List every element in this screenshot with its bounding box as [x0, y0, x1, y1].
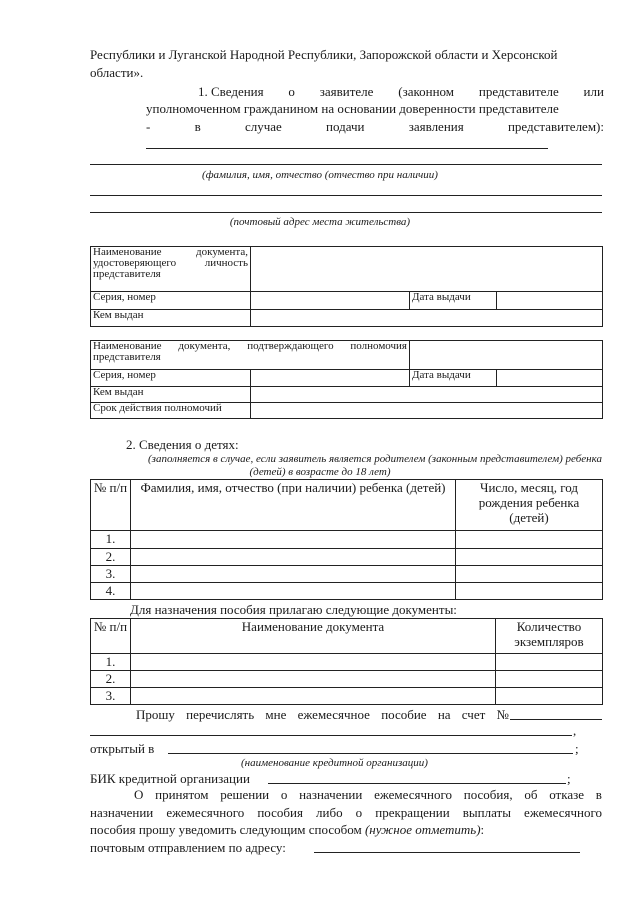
table-row [91, 566, 603, 583]
section1-line-2: уполномоченном гражданином на основании доверенности представителе [146, 101, 559, 116]
table-row [91, 654, 603, 671]
child-name-field[interactable] [131, 531, 456, 549]
bank-caption: (наименование кредитной организации) [241, 757, 428, 769]
auth-series-field[interactable] [251, 370, 410, 387]
rep-issued-by-field[interactable] [251, 310, 603, 327]
authority-document-table [90, 340, 603, 419]
docs-intro: Для назначения пособия прилагаю следующие документы: [130, 602, 457, 617]
docs-col-num: № п/п [91, 619, 131, 654]
table-row [91, 549, 603, 566]
opened-in-semicolon: ; [575, 741, 579, 756]
auth-issue-date-field[interactable] [497, 370, 603, 387]
section1-line-1: 1. Сведения о заявителе (законном представителе или [198, 84, 604, 99]
docs-col-name: Наименование документа [131, 619, 496, 654]
doc-count-field[interactable] [496, 688, 603, 705]
children-col-num: № п/п [91, 480, 131, 531]
row-number: 1. [91, 531, 131, 549]
child-birth-field[interactable] [456, 566, 603, 583]
section2-note-line-1: (заполняется в случае, если заявитель является родителем (законным представителем) ребенка [147, 453, 602, 465]
rep-series-label: Серия, номер [91, 292, 251, 310]
account-comma: , [573, 723, 577, 738]
rep-issued-by-label: Кем выдан [91, 310, 251, 327]
doc-name-field[interactable] [131, 688, 496, 705]
fio-fill-line-2[interactable] [90, 164, 602, 165]
fio-caption: (фамилия, имя, отчество (отчество при наличии) [202, 169, 438, 181]
rep-issue-date-label: Дата выдачи [410, 292, 497, 310]
doc-name-field[interactable] [131, 654, 496, 671]
table-row [91, 531, 603, 549]
children-table [90, 479, 603, 600]
address-fill-line-1[interactable] [90, 195, 602, 196]
doc-count-field[interactable] [496, 671, 603, 688]
auth-issue-date-label: Дата выдачи [410, 370, 497, 387]
payment-line-1: Прошу перечислять мне ежемесячное пособие на счет № [136, 707, 509, 722]
table-row [91, 688, 603, 705]
section1-line-3: - в случае подачи заявления представителем): [146, 119, 604, 134]
address-caption: (почтовый адрес места жительства) [229, 216, 411, 228]
table-row [91, 671, 603, 688]
row-number: 3. [91, 688, 131, 705]
child-birth-field[interactable] [456, 549, 603, 566]
bank-name-field[interactable] [168, 753, 573, 754]
child-name-field[interactable] [131, 583, 456, 600]
auth-validity-label: Срок действия полномочий [91, 403, 251, 419]
address-fill-line-2[interactable] [90, 212, 602, 213]
auth-doc-name-field[interactable] [410, 341, 603, 370]
doc-name-field[interactable] [131, 671, 496, 688]
account-number-field-2[interactable] [90, 735, 572, 736]
table-row [91, 583, 603, 600]
fio-fill-line-1[interactable] [146, 148, 548, 149]
child-name-field[interactable] [131, 549, 456, 566]
rep-doc-name-field[interactable] [251, 247, 603, 292]
opened-in-label: открытый в [90, 741, 155, 756]
row-number: 2. [91, 549, 131, 566]
auth-doc-name-label: Наименование документа, подтверждающего полномочия представителя [91, 341, 410, 370]
documents-table [90, 618, 603, 705]
account-number-field[interactable] [510, 719, 602, 720]
auth-validity-field[interactable] [251, 403, 603, 419]
auth-series-label: Серия, номер [91, 370, 251, 387]
child-birth-field[interactable] [456, 531, 603, 549]
notify-line-3: пособия прошу уведомить следующим способом (нужное отметить): [90, 822, 485, 837]
bik-semicolon: ; [567, 771, 571, 786]
child-birth-field[interactable] [456, 583, 603, 600]
notify-line-2: назначении ежемесячного пособия либо о прекращении выплаты ежемесячного [90, 805, 602, 820]
row-number: 1. [91, 654, 131, 671]
docs-col-count: Количество экземпляров [496, 619, 603, 654]
row-number: 2. [91, 671, 131, 688]
children-col-birth: Число, месяц, год рождения ребенка (детей) [456, 480, 603, 531]
row-number: 4. [91, 583, 131, 600]
section2-note-line-2: (детей) в возрасте до 18 лет) [249, 466, 391, 478]
intro-line-2: области». [90, 65, 144, 80]
bik-field[interactable] [268, 783, 566, 784]
representative-document-table [90, 246, 603, 327]
children-col-name: Фамилия, имя, отчество (при наличии) ребенка (детей) [131, 480, 456, 531]
doc-count-field[interactable] [496, 654, 603, 671]
intro-line-1: Республики и Луганской Народной Республики, Запорожской области и Херсонской [90, 47, 558, 62]
rep-doc-name-label: Наименование документа, удостоверяющего личность представителя [91, 247, 251, 292]
postal-label: почтовым отправлением по адресу: [90, 840, 286, 855]
rep-issue-date-field[interactable] [497, 292, 603, 310]
section2-title: 2. Сведения о детях: [126, 437, 239, 452]
auth-issued-by-label: Кем выдан [91, 387, 251, 403]
postal-address-field[interactable] [314, 852, 580, 853]
notify-hint: (нужное отметить) [364, 822, 481, 837]
auth-issued-by-field[interactable] [251, 387, 603, 403]
row-number: 3. [91, 566, 131, 583]
rep-series-field[interactable] [251, 292, 410, 310]
notify-line-1: О принятом решении о назначении ежемесячного пособия, об отказе в [134, 787, 602, 802]
child-name-field[interactable] [131, 566, 456, 583]
bik-label: БИК кредитной организации [90, 771, 250, 786]
